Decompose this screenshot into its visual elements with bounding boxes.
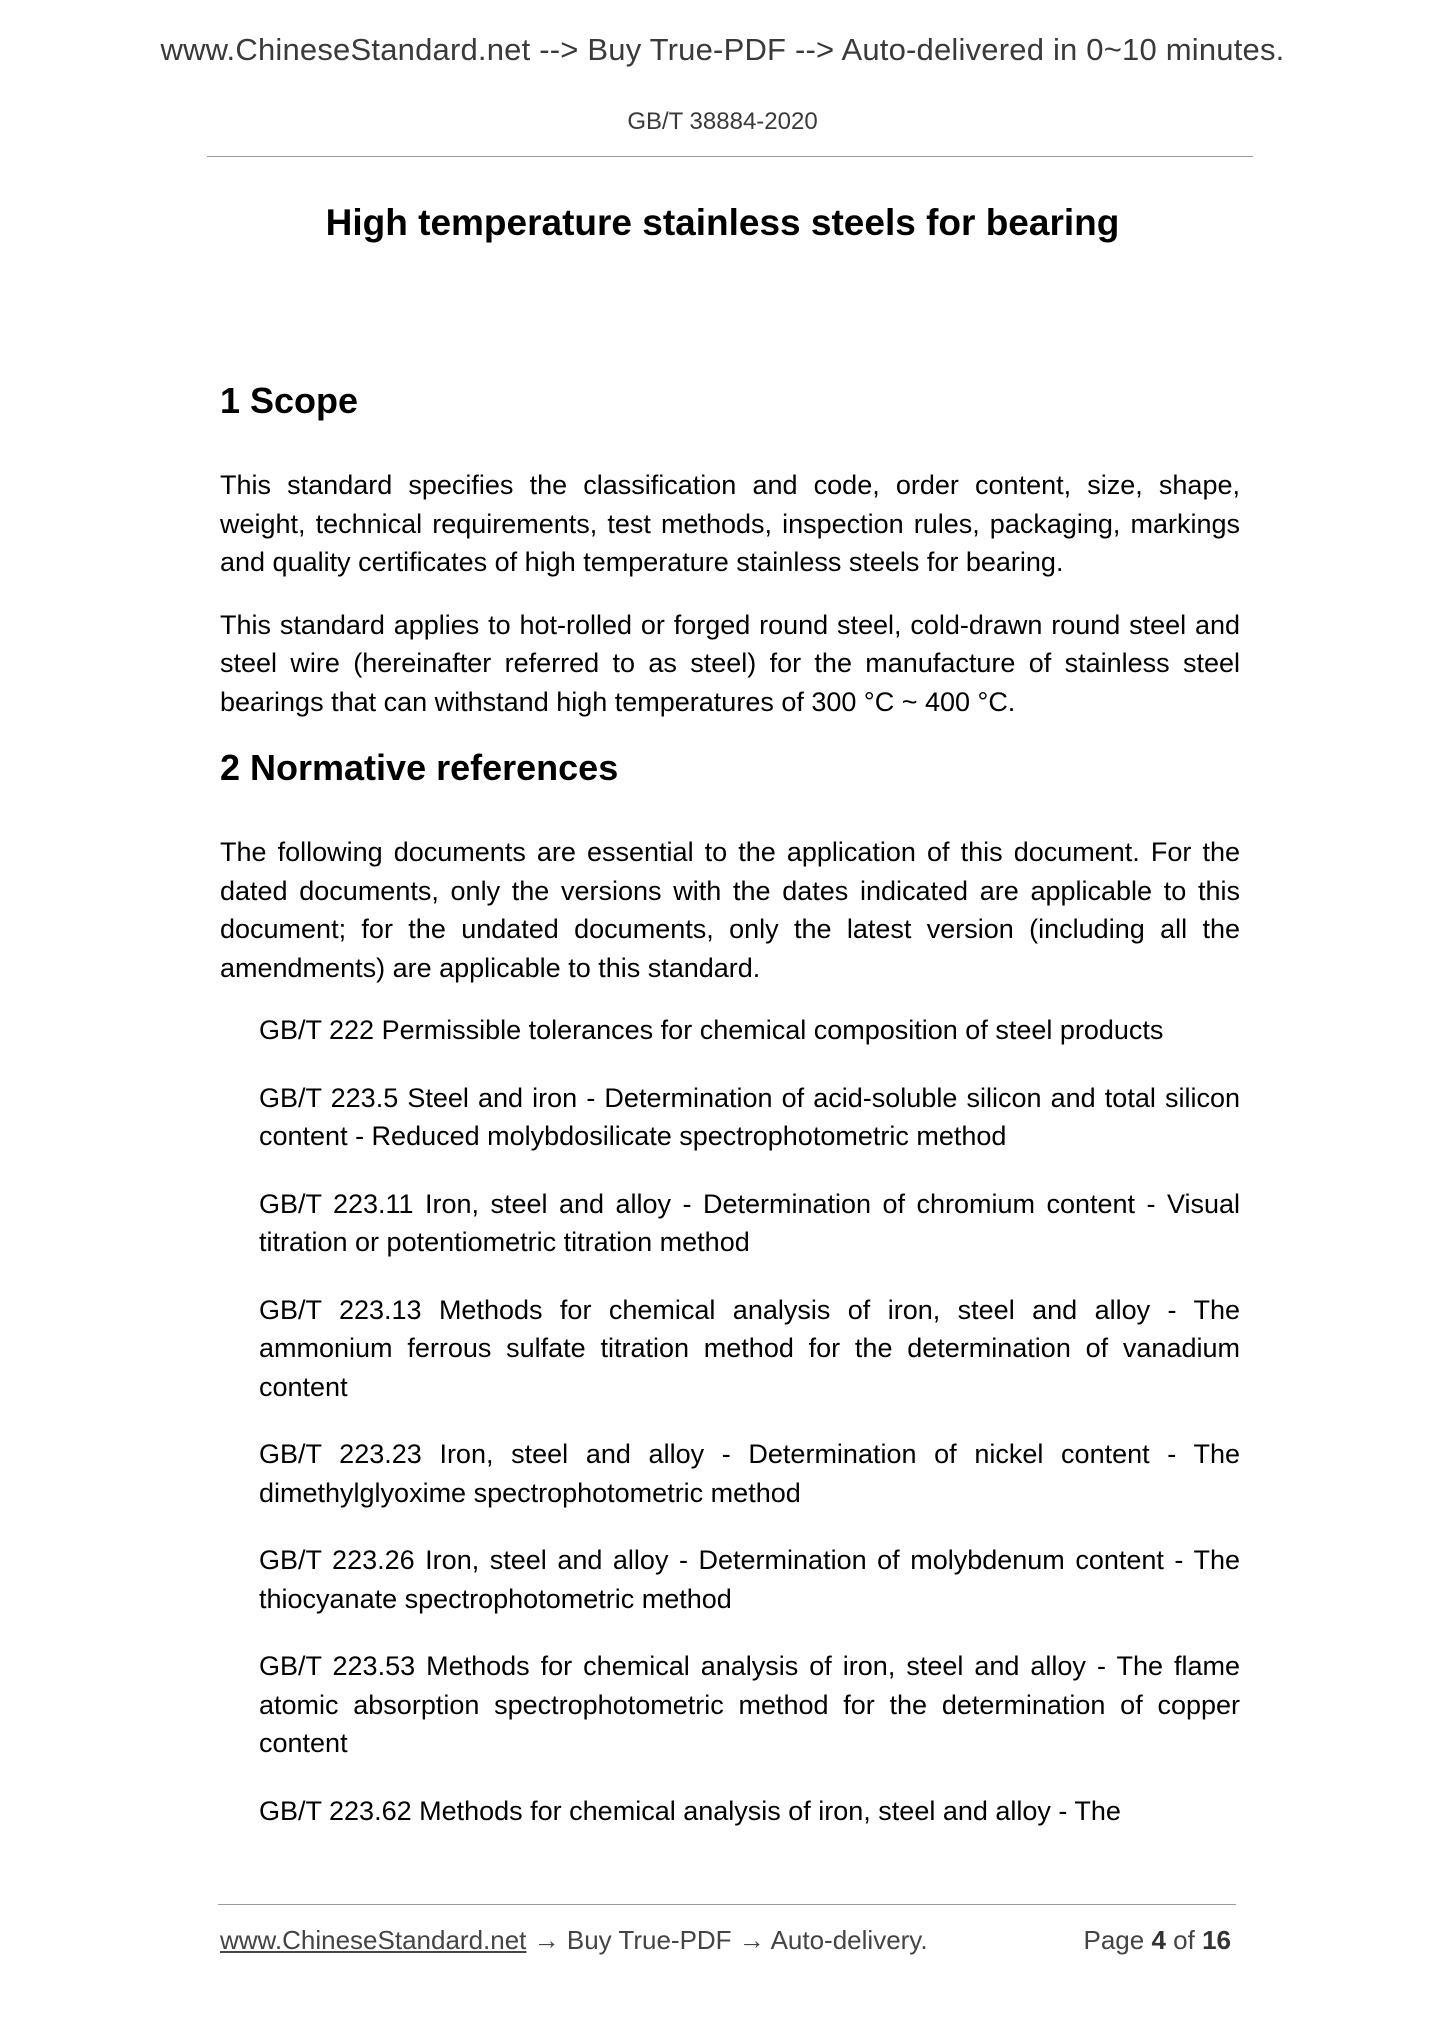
references-intro-paragraph: The following documents are essential to the application of this document. For the dated documents, only the versions with the dates indicated are applicable to this document; for the undated documents, only the latest version (including all the amendments) are applicable to this standard. xyxy=(220,837,1240,983)
reference-item: GB/T 223.26 Iron, steel and alloy - Determination of molybdenum content - The thiocyanate spectrophotometric method xyxy=(259,1545,1240,1614)
footer-website-link[interactable]: www.ChineseStandard.net xyxy=(220,1925,527,1955)
document-title: High temperature stainless steels for bearing xyxy=(325,202,1120,243)
reference-item: GB/T 223.13 Methods for chemical analysis of iron, steel and alloy - The ammonium ferrous sulfate titration method for the determination of vanadium content xyxy=(259,1294,1240,1402)
reference-item: GB/T 223.53 Methods for chemical analysis of iron, steel and alloy - The flame atomic absorption spectrophotometric method for the determination of copper content xyxy=(259,1651,1240,1758)
page-current: 4 xyxy=(1151,1925,1166,1955)
footer-divider xyxy=(218,1904,1236,1905)
document-body xyxy=(220,380,1240,1830)
reference-item: GB/T 222 Permissible tolerances for chemical composition of steel products xyxy=(259,1015,1164,1045)
standard-code: GB/T 38884-2020 xyxy=(627,108,818,135)
reference-item: GB/T 223.11 Iron, steel and alloy - Determination of chromium content - Visual titration or potentiometric titration method xyxy=(259,1188,1240,1257)
reference-item: GB/T 223.23 Iron, steel and alloy - Determination of nickel content - The dimethylglyoxime spectrophotometric method xyxy=(259,1439,1240,1508)
section-heading-scope: 1 Scope xyxy=(220,380,359,421)
reference-list xyxy=(220,1011,1240,1830)
page-of-label: of xyxy=(1173,1925,1195,1955)
page-total: 16 xyxy=(1202,1925,1231,1955)
header-divider xyxy=(207,156,1253,157)
section-heading-normative-references: 2 Normative references xyxy=(220,747,619,788)
scope-paragraph: This standard specifies the classification and code, order content, size, shape, weight, technical requirements, test methods, inspection rules, packaging, markings and quality certificates of high temperature stainless steels for bearing. xyxy=(220,470,1240,577)
page-indicator xyxy=(1083,1925,1231,1956)
top-banner: www.ChineseStandard.net --> Buy True-PDF --> Auto-delivered in 0~10 minutes. xyxy=(160,32,1285,67)
footer-tagline: → Buy True-PDF → Auto-delivery. xyxy=(526,1925,928,1955)
page-label: Page xyxy=(1083,1925,1145,1955)
reference-item: GB/T 223.5 Steel and iron - Determination of acid-soluble silicon and total silicon content - Reduced molybdosilicate spectrophotometric method xyxy=(259,1082,1240,1151)
scope-paragraph: This standard applies to hot-rolled or forged round steel, cold-drawn round steel and steel wire (hereinafter referred to as steel) for the manufacture of stainless steel bearings that can withstand high temperatures of 300 °C ~ 400 °C. xyxy=(220,609,1240,717)
reference-item: GB/T 223.62 Methods for chemical analysis of iron, steel and alloy - The xyxy=(259,1795,1121,1826)
footer-left xyxy=(220,1925,928,1956)
